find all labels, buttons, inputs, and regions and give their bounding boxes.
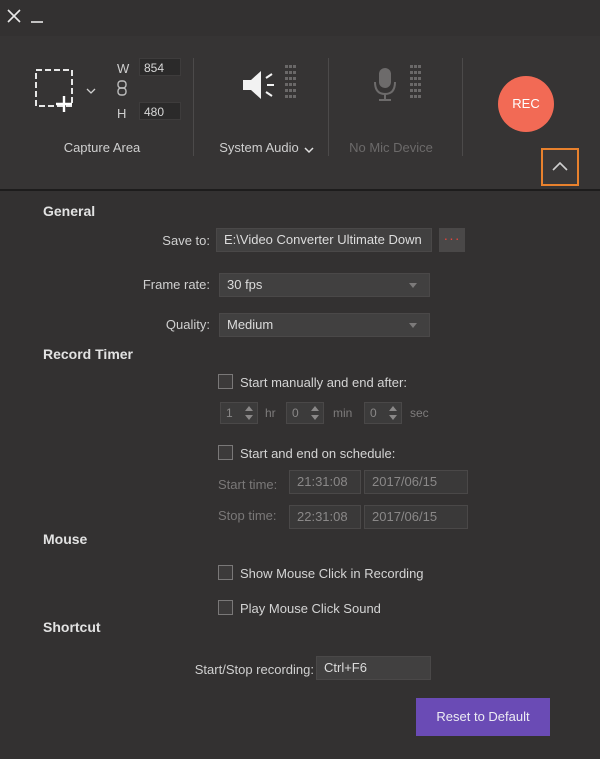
start-date-field[interactable]: 2017/06/15: [364, 470, 468, 494]
frame-rate-label: Frame rate:: [142, 277, 210, 292]
mic-level-meter: [410, 65, 424, 101]
stepper-up-icon[interactable]: [389, 406, 397, 411]
system-audio-level-meter: [285, 65, 299, 101]
browse-folder-button[interactable]: ···: [439, 228, 465, 252]
toolbar-separator: [328, 58, 329, 156]
system-audio-chevron-icon[interactable]: [304, 141, 314, 159]
close-icon[interactable]: [6, 6, 22, 28]
stepper-down-icon[interactable]: [245, 415, 253, 420]
reset-to-default-button[interactable]: Reset to Default: [416, 698, 550, 736]
minutes-value: 0: [292, 406, 299, 420]
chevron-up-icon: [551, 160, 569, 172]
capture-area-label: Capture Area: [63, 140, 141, 155]
quality-value: Medium: [227, 317, 274, 332]
toolbar-separator: [462, 58, 463, 156]
show-mouse-click-checkbox[interactable]: [218, 565, 233, 580]
hours-value: 1: [226, 406, 233, 420]
start-stop-shortcut-field[interactable]: Ctrl+F6: [316, 656, 431, 680]
minimize-icon[interactable]: [30, 6, 44, 28]
speaker-icon[interactable]: [241, 68, 277, 107]
stop-time-field[interactable]: 22:31:08: [289, 505, 361, 529]
minutes-stepper[interactable]: [286, 402, 324, 424]
seconds-value: 0: [370, 406, 377, 420]
mic-device-label: No Mic Device: [349, 140, 433, 155]
seconds-unit: sec: [410, 406, 429, 420]
height-label: H: [117, 106, 127, 121]
shortcut-heading: Shortcut: [43, 619, 101, 635]
capture-area-icon[interactable]: [34, 68, 84, 114]
chevron-down-icon: [409, 323, 417, 328]
seconds-stepper[interactable]: [364, 402, 402, 424]
hours-unit: hr: [265, 406, 276, 420]
mouse-heading: Mouse: [43, 531, 88, 547]
frame-rate-select[interactable]: [219, 273, 430, 297]
capture-area-chevron-icon[interactable]: [86, 82, 96, 100]
link-ratio-icon[interactable]: [116, 80, 128, 101]
width-label: W: [117, 61, 130, 76]
system-audio-label[interactable]: System Audio: [219, 140, 299, 155]
show-mouse-click-label: Show Mouse Click in Recording: [240, 566, 424, 581]
start-manually-label: Start manually and end after:: [240, 375, 407, 390]
record-timer-heading: Record Timer: [43, 346, 133, 362]
play-click-sound-label: Play Mouse Click Sound: [240, 601, 381, 616]
start-stop-shortcut-label: Start/Stop recording:: [194, 662, 314, 677]
width-input[interactable]: 854: [139, 58, 181, 76]
collapse-settings-button[interactable]: [541, 148, 579, 186]
stepper-up-icon[interactable]: [311, 406, 319, 411]
quality-select[interactable]: [219, 313, 430, 337]
minutes-unit: min: [333, 406, 353, 420]
height-input[interactable]: 480: [139, 102, 181, 120]
stepper-up-icon[interactable]: [245, 406, 253, 411]
stop-time-label: Stop time:: [218, 508, 277, 523]
start-time-field[interactable]: 21:31:08: [289, 470, 361, 494]
start-schedule-label: Start and end on schedule:: [240, 446, 396, 461]
start-time-label: Start time:: [218, 477, 278, 492]
stepper-down-icon[interactable]: [311, 415, 319, 420]
start-schedule-checkbox[interactable]: [218, 445, 233, 460]
chevron-down-icon: [409, 283, 417, 288]
hours-stepper[interactable]: [220, 402, 258, 424]
quality-label: Quality:: [165, 317, 210, 332]
save-to-label: Save to:: [162, 233, 210, 248]
stop-date-field[interactable]: 2017/06/15: [364, 505, 468, 529]
record-button[interactable]: REC: [498, 76, 554, 132]
start-manually-checkbox[interactable]: [218, 374, 233, 389]
stepper-down-icon[interactable]: [389, 415, 397, 420]
general-heading: General: [43, 203, 96, 219]
microphone-icon: [371, 66, 399, 109]
play-click-sound-checkbox[interactable]: [218, 600, 233, 615]
save-to-field[interactable]: E:\Video Converter Ultimate Down: [216, 228, 432, 252]
toolbar-divider: [0, 189, 600, 191]
toolbar-separator: [193, 58, 194, 156]
frame-rate-value: 30 fps: [227, 277, 263, 292]
